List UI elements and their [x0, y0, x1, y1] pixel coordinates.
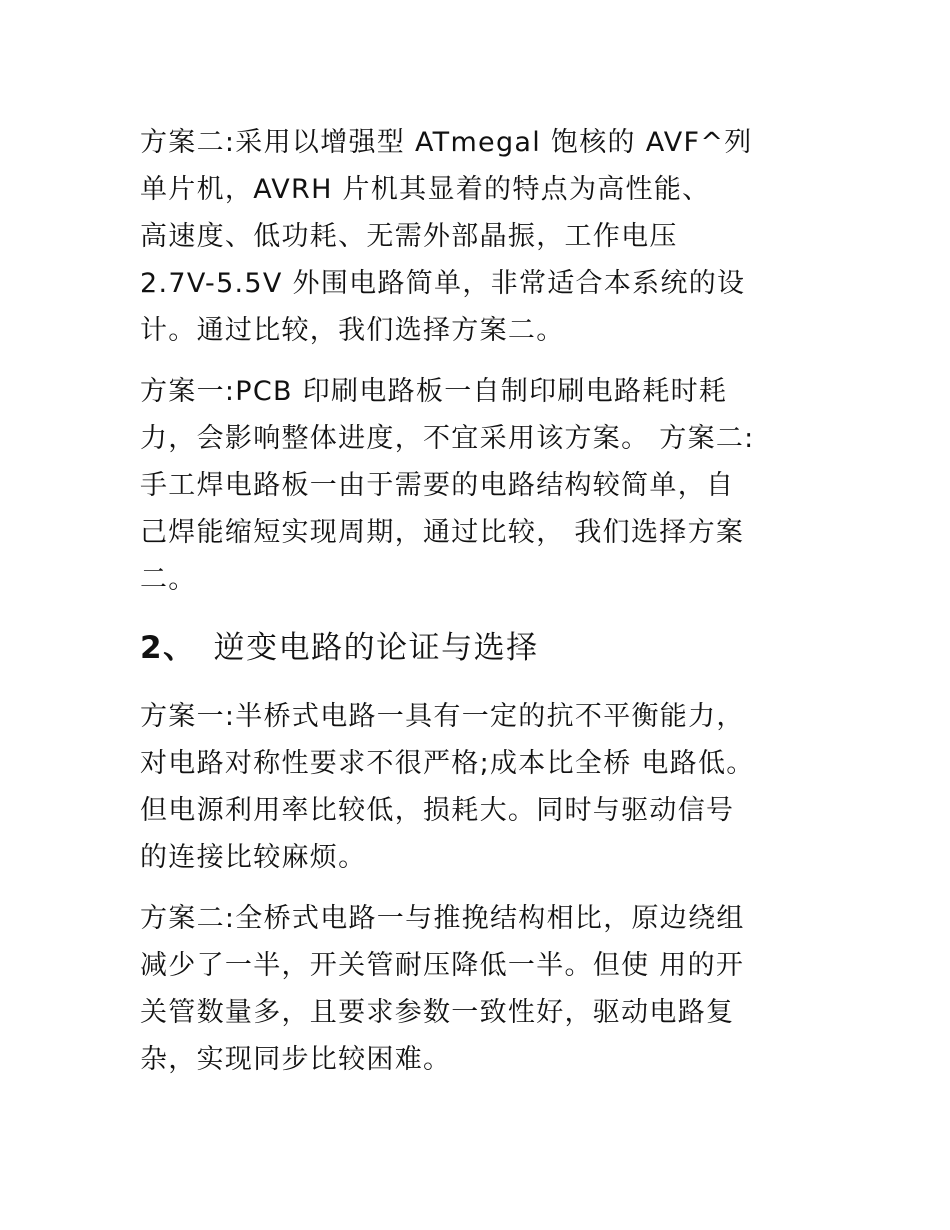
text-line: 对电路对称性要求不很严格;成本比全桥 电路低。 — [140, 748, 755, 779]
text-line: 高速度、低功耗、无需外部晶振，工作电压 — [140, 221, 678, 252]
paragraph-full-bridge-scheme — [140, 895, 830, 1083]
text-line: 方案一:PCB 印刷电路板一自制印刷电路耗时耗 — [140, 376, 728, 407]
text-line: 2.7V-5.5V 外围电路简单，非常适合本系统的设 — [140, 268, 746, 299]
text-line: 单片机，AVRH 片机其显着的特点为高性能、 — [140, 174, 711, 205]
text-line: 手工焊电路板一由于需要的电路结构较简单，自 — [140, 470, 735, 501]
text-line: 二。 — [140, 564, 197, 595]
text-line: 关管数量多，且要求参数一致性好，驱动电路复 — [140, 997, 735, 1028]
paragraph-mcu-scheme — [140, 119, 830, 354]
text-line: 方案二:采用以增强型 ATmegal 饱核的 AVF^列 — [140, 127, 753, 158]
text-line: 减少了一半，开关管耐压降低一半。但使 用的开 — [140, 950, 745, 981]
text-line: 方案一:半桥式电路一具有一定的抗不平衡能力， — [140, 701, 745, 732]
text-line: 方案二:全桥式电路一与推挽结构相比，原边绕组 — [140, 903, 745, 934]
text-line: 计。通过比较，我们选择方案二。 — [140, 315, 565, 346]
text-line: 但电源利用率比较低，损耗大。同时与驱动信号 — [140, 795, 735, 826]
text-line: 的连接比较麻烦。 — [140, 842, 367, 873]
section-heading — [140, 622, 539, 674]
paragraph-pcb-scheme — [140, 368, 830, 603]
section-number: 2、 — [140, 630, 196, 666]
paragraph-half-bridge-scheme — [140, 693, 830, 881]
text-line: 己焊能缩短实现周期，通过比较， 我们选择方案 — [140, 517, 745, 548]
text-line: 杂，实现同步比较困难。 — [140, 1044, 452, 1075]
text-line: 力，会影响整体进度，不宜采用该方案。 方案二: — [140, 423, 755, 454]
section-title: 逆变电路的论证与选择 — [213, 630, 539, 666]
